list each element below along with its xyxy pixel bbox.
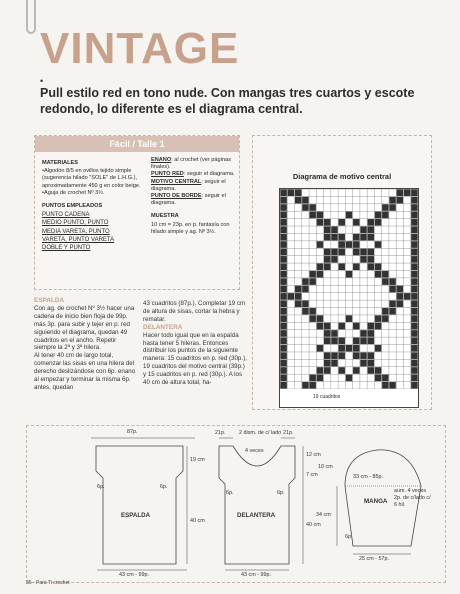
motif-cell (375, 323, 381, 330)
stitches-details-column (151, 157, 237, 236)
motif-cell (331, 360, 337, 367)
motif-cell (411, 330, 417, 337)
motif-cell (360, 256, 366, 263)
motif-cell (411, 293, 417, 300)
motif-cell (353, 219, 359, 226)
motif-cell (382, 212, 388, 219)
motif-cell (375, 241, 381, 248)
stitch-detail: PUNTO RED: seguir el diagrama. (151, 171, 235, 178)
motif-cell (360, 330, 366, 337)
motif-cell (404, 189, 410, 196)
motif-cell (324, 330, 330, 337)
motif-cell (302, 301, 308, 308)
motif-cell (397, 301, 403, 308)
motif-cell (411, 382, 417, 389)
espalda-text-continued: 43 cuadritos (87p.). Completar 19 cm de altura de sisas, cortar la hebra y rematar. (143, 300, 246, 323)
motif-cell (375, 263, 381, 270)
motif-cell (280, 301, 286, 308)
motif-cell (389, 301, 395, 308)
delantera-label: DELANTERA (237, 512, 276, 519)
motif-cell (302, 286, 308, 293)
motif-cell (353, 338, 359, 345)
motif-cell (353, 345, 359, 352)
motif-cell (411, 278, 417, 285)
material-item: •Algodón 8/5 en ovillos tejido simple (sugerencia hilado "SOLE" de L.H.G.), aproximadamente 450 g en color beige. (42, 168, 141, 189)
stitch-detail: ENANO: al crochet (ver páginas finales). (151, 157, 231, 171)
manga-bottom-label: 25 cm - 57p. (359, 556, 389, 562)
motif-cell (331, 338, 337, 345)
motif-cell (346, 212, 352, 219)
motif-cell (346, 315, 352, 322)
motif-cell (382, 271, 388, 278)
motif-cell (411, 367, 417, 374)
motif-cell (339, 234, 345, 241)
motif-cell (375, 345, 381, 352)
motif-cell (280, 375, 286, 382)
motif-cell (411, 308, 417, 315)
motif-cell (339, 241, 345, 248)
motif-cell (360, 360, 366, 367)
motif-cell (280, 315, 286, 322)
bullet-icon: • (40, 76, 44, 86)
motif-cell (389, 308, 395, 315)
page-subtitle: Pull estilo red en tono nude. Con mangas tres cuartos y escote redondo, lo diferente es el diagrama central. (40, 86, 415, 116)
motif-cell (280, 338, 286, 345)
espalda-text-2: Al tener 40 cm de largo total, comenzar las sisas en una hilera del derecho deslizándose con 6p. enano al empezar y terminar la misma 6p. antes, quedan (34, 352, 136, 391)
motif-cell (368, 367, 374, 374)
motif-cell (375, 212, 381, 219)
stitch-detail: PUNTO DE BORDE: seguir el diagrama. (151, 193, 226, 207)
motif-cell (346, 241, 352, 248)
motif-cell (411, 345, 417, 352)
motif-cell (411, 249, 417, 256)
motif-cell (353, 263, 359, 270)
motif-cell (280, 382, 286, 389)
motif-cell (368, 226, 374, 233)
motif-cell (317, 323, 323, 330)
motif-cell (309, 308, 315, 315)
motif-cell (331, 226, 337, 233)
motif-cell (280, 323, 286, 330)
motif-cell (389, 204, 395, 211)
motif-cell (280, 308, 286, 315)
motif-diagram-box (252, 135, 432, 410)
delantera-dism-label: 2 dism. de c/ lado (239, 430, 282, 436)
motif-cell (324, 263, 330, 270)
motif-cell (280, 278, 286, 285)
motif-cell (309, 315, 315, 322)
stitch-item: PUNTO CADENA (42, 212, 90, 219)
motif-cell (317, 212, 323, 219)
motif-cell (280, 234, 286, 241)
motif-cell (411, 263, 417, 270)
motif-cell (331, 234, 337, 241)
motif-cell (324, 234, 330, 241)
motif-cell (368, 234, 374, 241)
motif-cell (302, 308, 308, 315)
materials-title: MATERIALES (42, 160, 78, 166)
motif-cell (411, 315, 417, 322)
motif-cell (309, 271, 315, 278)
motif-cell (331, 352, 337, 359)
manga-label: MANGA (364, 498, 388, 505)
motif-cell (295, 286, 301, 293)
motif-cell (280, 330, 286, 337)
motif-cell (280, 197, 286, 204)
manga-cap-height: 10 cm (318, 464, 333, 470)
motif-cell (382, 308, 388, 315)
motif-cell (360, 226, 366, 233)
motif-cell (317, 315, 323, 322)
stitch-detail: MOTIVO CENTRAL: seguir el diagrama. (151, 178, 226, 192)
motif-cell (324, 367, 330, 374)
motif-cell (411, 360, 417, 367)
motif-cell (317, 375, 323, 382)
motif-cell (339, 263, 345, 270)
motif-cell (280, 226, 286, 233)
motif-cell (411, 219, 417, 226)
motif-cell (280, 241, 286, 248)
stitches-title: PUNTOS EMPLEADOS (42, 203, 103, 210)
motif-cell (339, 338, 345, 345)
motif-cell (397, 197, 403, 204)
manga-increase-note: aum. 4 veces 2p. de c/lado c/ 6 hil. (394, 488, 431, 508)
motif-cell (317, 219, 323, 226)
motif-cell (382, 278, 388, 285)
espalda-text: Con ag. de crochet Nº 3½ hacer una cadena de inicio bien floja de 99p. más 3p. para subir y tejer en p. red siguiendo el diagrama, quedan 49 cuadritos en el ancho. Repetir siempre la 2ª y 3ª hilera. (34, 304, 135, 352)
espalda-top-label: 87p. (127, 429, 138, 435)
motif-cell (411, 338, 417, 345)
motif-cell (324, 360, 330, 367)
motif-cell (353, 241, 359, 248)
stitch-item: VARETA, PUNTO VARETA (42, 236, 115, 243)
material-item: •Aguja de crochet Nº 3½. (42, 189, 105, 196)
motif-cell (324, 256, 330, 263)
espalda-height: 40 cm (190, 518, 205, 524)
motif-cell (280, 345, 286, 352)
delantera-bottom-label: 43 cm - 99p. (241, 572, 271, 578)
motif-grid-caption: 19 cuadritos (313, 394, 341, 400)
materials-column (42, 160, 142, 252)
motif-cell (360, 338, 366, 345)
motif-cell (302, 197, 308, 204)
motif-cell (346, 345, 352, 352)
motif-cell (397, 293, 403, 300)
motif-cell (309, 204, 315, 211)
motif-cell (411, 271, 417, 278)
delantera-right-points: 21p. (283, 430, 294, 436)
motif-cell (324, 323, 330, 330)
motif-cell (389, 286, 395, 293)
delantera-neck-height: 12 cm (306, 452, 321, 458)
motif-cell (389, 278, 395, 285)
motif-cell (382, 382, 388, 389)
delantera-height: 40 cm (306, 522, 321, 528)
motif-cell (353, 367, 359, 374)
motif-cell (280, 219, 286, 226)
espalda-heading: ESPALDA (34, 297, 65, 304)
espalda-sisa-right: 6p. (160, 484, 168, 490)
motif-cell (309, 278, 315, 285)
motif-cell (368, 263, 374, 270)
motif-cell (411, 212, 417, 219)
motif-cell (288, 189, 294, 196)
motif-cell (411, 226, 417, 233)
motif-cell (397, 189, 403, 196)
motif-cell (309, 382, 315, 389)
motif-cell (309, 375, 315, 382)
motif-cell (331, 256, 337, 263)
espalda-label: ESPALDA (121, 512, 151, 519)
motif-cell (411, 189, 417, 196)
motif-cell (353, 234, 359, 241)
motif-cell (280, 212, 286, 219)
motif-cell (368, 330, 374, 337)
motif-cell (368, 352, 374, 359)
schematics-panel (26, 425, 446, 583)
delantera-heading: DELANTERA (143, 323, 183, 331)
espalda-bottom-label: 43 cm - 99p. (119, 572, 149, 578)
motif-cell (280, 352, 286, 359)
motif-cell (375, 375, 381, 382)
motif-cell (368, 249, 374, 256)
motif-cell (339, 352, 345, 359)
delantera-sisa-left: 6p. (226, 490, 234, 496)
motif-cell (375, 219, 381, 226)
materials-box (34, 135, 240, 290)
motif-cell (375, 367, 381, 374)
motif-cell (280, 360, 286, 367)
motif-cell (411, 323, 417, 330)
stitch-item: DOBLE Y PUNTO (42, 245, 91, 252)
motif-cell (280, 249, 286, 256)
instructions-column-2 (143, 300, 247, 387)
motif-cell (411, 352, 417, 359)
delantera-left-points: 21p. (215, 430, 226, 436)
motif-cell (339, 249, 345, 256)
motif-cell (368, 338, 374, 345)
motif-cell (339, 367, 345, 374)
motif-cell (339, 219, 345, 226)
stitch-item: MEDIA VARETA, PUNTO (42, 228, 110, 235)
page-title: VINTAGE (40, 24, 240, 73)
motif-cell (280, 271, 286, 278)
motif-cell (397, 286, 403, 293)
motif-cell (295, 293, 301, 300)
motif-cell (280, 189, 286, 196)
motif-cell (368, 323, 374, 330)
paper-clip-icon (26, 0, 36, 34)
motif-cell (382, 204, 388, 211)
page-footer: 36 - Para Ti crochet (26, 580, 70, 586)
espalda-sisa-left: 6p. (97, 484, 105, 490)
motif-cell (353, 249, 359, 256)
motif-cell (368, 219, 374, 226)
motif-cell (309, 212, 315, 219)
delantera-text: Hacer todo igual que en la espalda hasta tener 5 hileras. Entonces distribuir los puntos de la siguiente manera: 15 cuadritos en p. red (30p.), 19 cuadritos del motivo central (39p.) y 15 cuadritos en p. red (30p.). A los 40 cm de altura total, ha- (143, 331, 247, 387)
motif-cell (411, 301, 417, 308)
delantera-side-height: 7 cm (306, 472, 318, 478)
motif-cell (411, 197, 417, 204)
motif-cell (389, 197, 395, 204)
motif-cell (404, 293, 410, 300)
motif-cell (331, 330, 337, 337)
instructions-column-1 (34, 297, 138, 392)
motif-title: Diagrama de motivo central (292, 172, 392, 181)
espalda-sisa-height: 19 cm (190, 457, 205, 463)
motif-cell (360, 234, 366, 241)
motif-cell (375, 271, 381, 278)
motif-cell (295, 197, 301, 204)
motif-cell (368, 256, 374, 263)
manga-top-label: 33 cm - 85p. (353, 474, 383, 480)
delantera-sisa-right: 6p. (277, 490, 285, 496)
motif-cell (368, 360, 374, 367)
motif-cell (353, 323, 359, 330)
motif-cell (280, 293, 286, 300)
motif-cell (411, 241, 417, 248)
motif-cell (389, 382, 395, 389)
motif-cell (324, 352, 330, 359)
motif-cell (353, 352, 359, 359)
motif-cell (382, 315, 388, 322)
motif-cell (302, 204, 308, 211)
motif-cell (302, 382, 308, 389)
motif-cell (302, 278, 308, 285)
motif-cell (280, 367, 286, 374)
motif-cell (280, 204, 286, 211)
manga-points: 6p. (345, 534, 353, 540)
motif-cell (295, 301, 301, 308)
motif-cell (411, 375, 417, 382)
motif-cell (288, 293, 294, 300)
motif-cell (382, 375, 388, 382)
motif-cell (411, 256, 417, 263)
motif-cell (280, 286, 286, 293)
motif-cell (317, 263, 323, 270)
motif-cell (346, 271, 352, 278)
motif-cell (317, 241, 323, 248)
motif-cell (411, 204, 417, 211)
motif-cell (339, 345, 345, 352)
motif-cell (295, 189, 301, 196)
motif-cell (346, 375, 352, 382)
motif-cell (317, 345, 323, 352)
motif-cell (375, 315, 381, 322)
motif-cell (317, 367, 323, 374)
gauge-title: MUESTRA (151, 213, 179, 220)
motif-cell (411, 286, 417, 293)
gauge-text: 10 cm = 23p. en p. fantasía con hilado simple y ag. Nº 3½. (151, 221, 230, 235)
motif-cell (339, 323, 345, 330)
motif-cell (324, 338, 330, 345)
motif-cell (324, 226, 330, 233)
motif-cell (317, 271, 323, 278)
delantera-veces-label: 4 veces (245, 448, 264, 454)
motif-cell (280, 256, 286, 263)
motif-cell (280, 263, 286, 270)
motif-grid (279, 188, 419, 408)
motif-cell (331, 249, 337, 256)
motif-cell (324, 249, 330, 256)
motif-cell (324, 219, 330, 226)
difficulty-heading: Fácil / Talle 1 (35, 136, 239, 152)
motif-cell (411, 234, 417, 241)
motif-cell (360, 352, 366, 359)
stitch-item: MEDIO PUNTO, PUNTO (42, 220, 109, 227)
manga-length: 34 cm (316, 512, 331, 518)
motif-cell (360, 249, 366, 256)
